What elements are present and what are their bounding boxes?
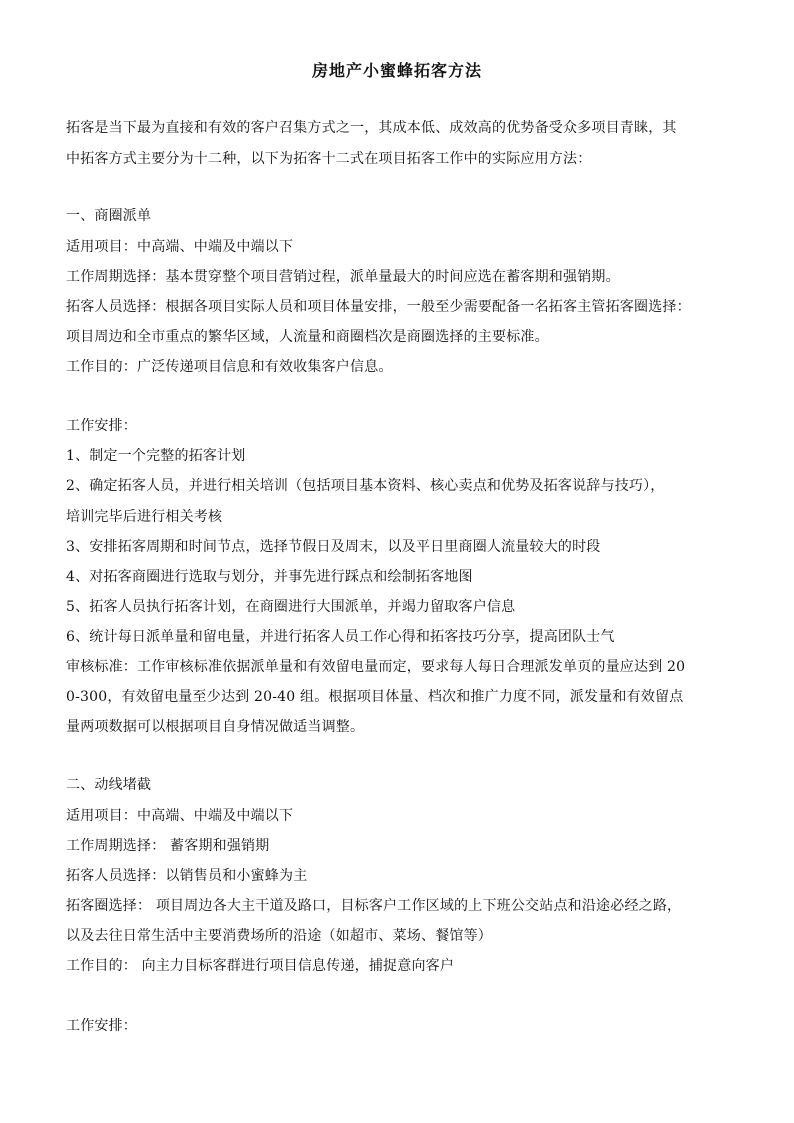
step-line: 6、统计每日派单量和留电量，并进行拓客人员工作心得和拓客技巧分享，提高团队士气 bbox=[66, 629, 615, 645]
step-line: 量两项数据可以根据项目自身情况做适当调整。 bbox=[66, 719, 365, 735]
step-line: 4、对拓客商圈进行选取与划分，并事先进行踩点和绘制拓客地图 bbox=[66, 569, 473, 585]
paragraph-line: 工作目的： 向主力目标客群进行项目信息传递，捕捉意向客户 bbox=[66, 958, 455, 974]
paragraph-line: 工作周期选择： 蓄客期和强销期 bbox=[66, 838, 270, 854]
step-line: 3、安排拓客周期和时间节点，选择节假日及周末，以及平日里商圈人流量较大的时段 bbox=[66, 539, 601, 555]
paragraph-line: 工作目的：广泛传递项目信息和有效收集客户信息。 bbox=[66, 359, 393, 375]
step-line: 5、拓客人员执行拓客计划，在商圈进行大围派单，并竭力留取客户信息 bbox=[66, 599, 516, 615]
step-line: 培训完毕后进行相关考核 bbox=[66, 509, 223, 525]
section-heading: 一、商圈派单 bbox=[66, 208, 152, 224]
paragraph-line: 适用项目：中高端、中端及中端以下 bbox=[66, 808, 294, 824]
step-line: 2、确定拓客人员，并进行相关培训（包括项目基本资料、核心卖点和优势及拓客说辞与技巧）， bbox=[66, 478, 665, 494]
paragraph-line: 项目周边和全市重点的繁华区域，人流量和商圈档次是商圈选择的主要标准。 bbox=[66, 329, 549, 345]
subsection-heading: 工作安排： bbox=[66, 418, 137, 434]
paragraph-line: 适用项目：中高端、中端及中端以下 bbox=[66, 239, 294, 255]
paragraph-line: 工作周期选择：基本贯穿整个项目营销过程，派单量最大的时间应选在蓄客期和强销期。 bbox=[66, 269, 620, 285]
step-line: 审核标准：工作审核标准依据派单量和有效留电量而定，要求每人每日合理派发单页的量应达到 20 bbox=[66, 659, 686, 675]
paragraph-line: 以及去往日常生活中主要消费场所的沿途（如超市、菜场、餐馆等） bbox=[66, 928, 492, 944]
subsection-heading: 工作安排： bbox=[66, 1018, 137, 1034]
paragraph-line: 拓客人员选择：以销售员和小蜜蜂为主 bbox=[66, 868, 308, 884]
paragraph-line: 拓客圈选择： 项目周边各大主干道及路口，目标客户工作区域的上下班公交站点和沿途必经之路， bbox=[66, 898, 682, 914]
intro-line: 拓客是当下最为直接和有效的客户召集方式之一，其成本低、成效高的优势备受众多项目青睐，其 bbox=[66, 120, 677, 136]
intro-line: 中拓客方式主要分为十二种，以下为拓客十二式在项目拓客工作中的实际应用方法： bbox=[66, 151, 592, 167]
step-line: 0-300，有效留电量至少达到 20-40 组。根据项目体量、档次和推广力度不同，派发量和有效留点 bbox=[66, 689, 684, 705]
paragraph-line: 拓客人员选择：根据各项目实际人员和项目体量安排，一般至少需要配备一名拓客主管拓客圈选择： bbox=[66, 299, 691, 315]
step-line: 1、制定一个完整的拓客计划 bbox=[66, 448, 246, 464]
document-title: 房地产小蜜蜂拓客方法 bbox=[311, 61, 482, 80]
section-heading: 二、动线堵截 bbox=[66, 777, 152, 793]
